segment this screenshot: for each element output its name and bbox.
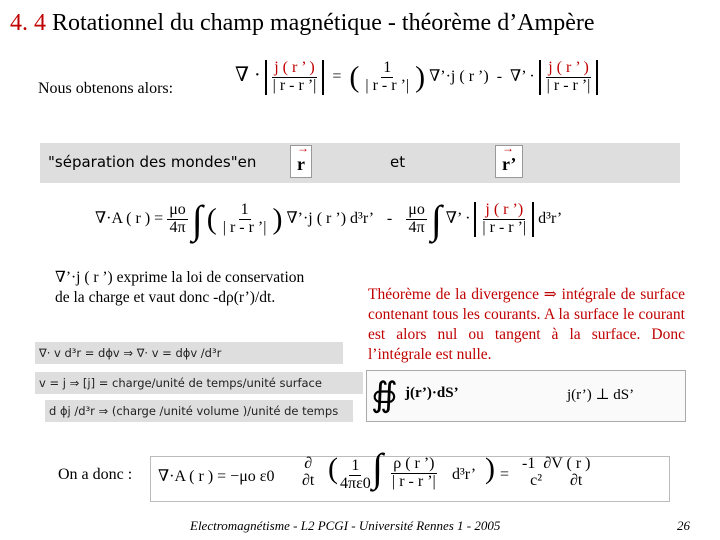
fraction-numerator: ρ ( r ’) — [393, 455, 435, 472]
fraction-j-over-r — [474, 202, 534, 237]
equals-sign: = — [500, 466, 510, 483]
one-over-4pi-eps — [338, 458, 373, 493]
equation-conclusion — [150, 445, 692, 508]
note-flux-divergence: ∇· v d³r = dϕv ⇒ ∇· v = dϕv /d³r — [35, 342, 343, 364]
partial-time — [300, 456, 316, 490]
separation-band — [40, 143, 680, 183]
divergence-theorem-paragraph: Théorème de la divergence ⇒ intégrale de surface contenant tous les courants. A la surface le courant est alors nul ou tangent à la surface. Donc l’intégrale est nulle. — [368, 286, 685, 364]
separation-text: "séparation des mondes"en — [48, 153, 257, 171]
surface-integral-sign: ∯ — [371, 377, 398, 414]
nabla-operator: ∇ · — [235, 63, 261, 86]
fraction-denominator: | r - r ’| — [222, 219, 267, 236]
fraction-numerator: ∂ — [304, 455, 313, 472]
integral-sign-2: ∫ — [430, 197, 442, 242]
fraction-denominator: | r - r ’| — [392, 472, 436, 490]
integral-sign: ∫ — [372, 445, 383, 490]
fraction-j-over-r — [265, 60, 325, 95]
surface-integral-expression: j(r’)·dS’ — [405, 385, 459, 401]
nabla-prime-j: ∇’·j ( r ’) — [429, 67, 489, 85]
left-paren: ( — [328, 452, 338, 485]
volume-element: d³r’ — [538, 210, 563, 228]
note-charge-rate: d ϕj /d³r ⇒ (charge /unité volume )/unité de temps — [45, 400, 353, 422]
symbol-r-prime-box — [495, 145, 523, 178]
mu-over-4pi-2 — [406, 202, 427, 237]
left-paren: ( — [206, 202, 217, 236]
conservation-paragraph: ∇’·j ( r ’) exprime la loi de conservation de la charge et vaut donc -dρ(r’)/dt. — [55, 269, 305, 307]
fraction-numerator: j ( r ’) — [485, 201, 524, 219]
fraction-numerator: μo — [408, 201, 425, 219]
symbol-r-prime: → r’ — [502, 154, 516, 175]
potential-time-derivative — [520, 456, 592, 490]
fraction-denominator: | r - r ’| — [546, 76, 591, 94]
symbol-r: → r — [297, 154, 305, 175]
fraction-numerator: μo — [169, 201, 186, 219]
fraction-numerator: 1 — [383, 59, 392, 76]
fraction-j-over-r-prime — [539, 60, 599, 95]
separation-and: et — [390, 153, 406, 171]
intro-label: Nous obtenons alors: — [38, 80, 174, 97]
rho-over-r — [390, 456, 438, 491]
right-paren: ) — [415, 60, 426, 94]
conclusion-label: On a donc : — [58, 466, 133, 483]
volume-element: d³r’ — [452, 466, 477, 483]
fraction-denominator: 4π — [169, 219, 186, 236]
orthogonality-condition: j(r’) ⊥ dS’ — [567, 387, 635, 403]
section-number: 4. 4 — [10, 10, 46, 36]
left-paren: ( — [349, 60, 360, 94]
mu-over-4pi — [167, 202, 188, 237]
nabla-prime-operator: ∇’ · — [510, 67, 535, 85]
equation-div-a — [95, 196, 562, 243]
fraction-numerator: j ( r ’ ) — [548, 59, 589, 76]
integral-sign: ∫ — [191, 197, 203, 242]
slide-footer: Electromagnétisme - L2 PCGI - Université Rennes 1 - 2005 — [190, 518, 501, 533]
integrand: ∇’·j ( r ’) d³r’ — [286, 210, 373, 228]
fraction-numerator: j ( r ’ ) — [274, 59, 315, 76]
div-a-lhs: ∇·A ( r ) = — [95, 210, 164, 228]
equals-sign: = — [332, 67, 342, 85]
fraction-denominator: c² ∂t — [530, 471, 583, 489]
fraction-denominator: | r - r ’| — [272, 76, 317, 94]
fraction-denominator: ∂t — [302, 471, 315, 489]
surface-integral-box — [366, 370, 686, 422]
right-paren: ) — [485, 452, 495, 485]
fraction-numerator: -1 ∂V ( r ) — [522, 455, 591, 472]
slide-title — [10, 10, 594, 37]
minus-sign: - — [496, 67, 503, 85]
fraction-numerator: 1 — [240, 201, 249, 219]
fraction-one-over-r — [221, 202, 269, 237]
minus-sign: - — [386, 210, 393, 228]
fraction-denominator: 4π — [408, 219, 425, 236]
nabla-prime-operator: ∇’ · — [445, 210, 471, 228]
symbol-r-box — [290, 145, 312, 178]
conclusion-lhs: ∇·A ( r ) = −μo ε0 — [158, 468, 275, 485]
fraction-denominator: | r - r ’| — [365, 76, 410, 94]
fraction-numerator: 1 — [351, 457, 360, 474]
title-text: Rotationnel du champ magnétique - théorème d’Ampère — [52, 10, 595, 36]
fraction-one-over-r — [363, 60, 411, 95]
page-number: 26 — [677, 518, 690, 533]
right-paren: ) — [272, 202, 283, 236]
note-current-density: v = j ⇒ [j] = charge/unité de temps/unité surface — [35, 372, 363, 394]
fraction-denominator: | r - r ’| — [482, 219, 527, 236]
fraction-denominator: 4πε0 — [340, 474, 371, 492]
equation-divergence-identity — [235, 60, 598, 95]
